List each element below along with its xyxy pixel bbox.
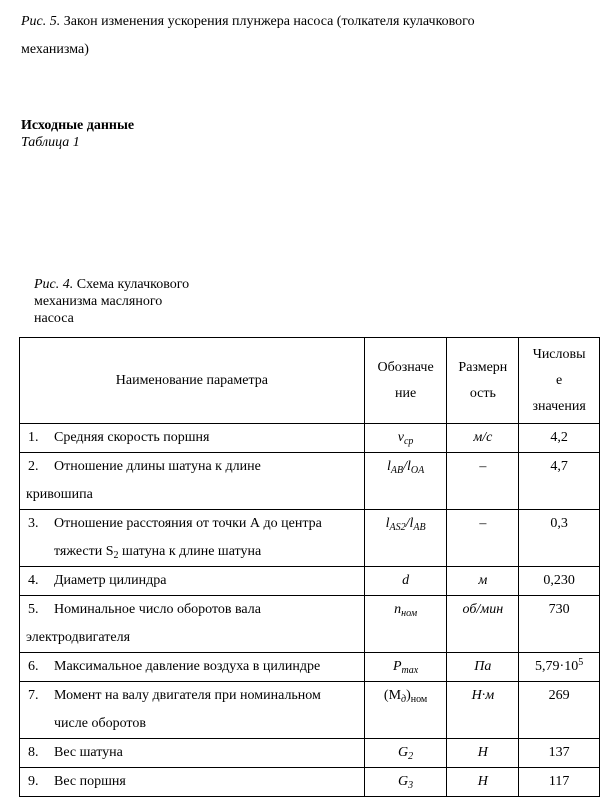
row-symbol: $G_2$ xyxy=(364,739,447,768)
row-name: 5. Номинальное число оборотов вала электродвигателя xyxy=(20,596,365,653)
table-row xyxy=(20,424,600,453)
figure-4-line1: Схема кулачкового xyxy=(76,277,190,292)
table-header-row xyxy=(20,338,600,424)
row-name: 3. Отношение расстояния от точки А до центра тяжести $S_2$ шатуна к длине шатуна xyxy=(20,510,365,567)
row-name: 6. Максимальное давление воздуха в цилиндре xyxy=(20,653,365,682)
row-symbol: $P_{max}$ xyxy=(364,653,447,682)
table-row xyxy=(20,768,600,797)
row-value: 117 xyxy=(519,768,600,797)
row-value: 137 xyxy=(519,739,600,768)
table-row xyxy=(20,653,600,682)
row-value: 0,3 xyxy=(519,510,600,567)
table-label: Таблица 1 xyxy=(21,135,80,150)
row-unit: м xyxy=(447,567,519,596)
header-name: Наименование параметра xyxy=(20,338,365,424)
section-title: Исходные данные xyxy=(21,118,135,133)
row-symbol: $(М_д)_{ном}$ xyxy=(364,682,447,739)
row-name: 9. Вес поршня xyxy=(20,768,365,797)
table-row xyxy=(20,739,600,768)
table-row xyxy=(20,567,600,596)
figure-4-caption xyxy=(34,276,234,327)
row-symbol: $G_3$ xyxy=(364,768,447,797)
figure-5-label: Рис. 5. xyxy=(21,14,61,29)
table-row xyxy=(20,510,600,567)
table-row xyxy=(20,453,600,510)
figure-5-caption-line1: Закон изменения ускорения плунжера насоса (толкателя кулачкового xyxy=(63,14,475,29)
row-unit: Па xyxy=(447,653,519,682)
row-name: 2. Отношение длины шатуна к длине кривошипа xyxy=(20,453,365,510)
table-row xyxy=(20,682,600,739)
figure-5-caption xyxy=(21,8,591,64)
row-symbol: $v_{ср}$ xyxy=(364,424,447,453)
row-name: 4. Диаметр цилиндра xyxy=(20,567,365,596)
row-symbol: $l_{AB}/l_{OA}$ xyxy=(364,453,447,510)
row-value: 0,230 xyxy=(519,567,600,596)
row-unit: Н xyxy=(447,768,519,797)
row-unit: Н xyxy=(447,739,519,768)
row-symbol: $l_{AS2}/l_{AB}$ xyxy=(364,510,447,567)
row-name: 7. Момент на валу двигателя при номинальном числе оборотов xyxy=(20,682,365,739)
row-name: 8. Вес шатуна xyxy=(20,739,365,768)
row-unit: – xyxy=(447,453,519,510)
row-unit: м/с xyxy=(447,424,519,453)
table-row xyxy=(20,596,600,653)
row-value: $5,79\cdot 10^5$ xyxy=(519,653,600,682)
figure-5-caption-line2: механизма) xyxy=(21,42,89,57)
header-unit: Размерн ость xyxy=(447,338,519,424)
row-symbol: d xyxy=(364,567,447,596)
row-name: 1. Средняя скорость поршня xyxy=(20,424,365,453)
row-symbol: $n_{ном}$ xyxy=(364,596,447,653)
row-value: 4,7 xyxy=(519,453,600,510)
header-symbol: Обозначе ние xyxy=(364,338,447,424)
figure-4-line3: насоса xyxy=(34,311,74,326)
row-unit: – xyxy=(447,510,519,567)
row-unit: Н·м xyxy=(447,682,519,739)
figure-4-label: Рис. 4. xyxy=(34,277,74,292)
header-value: Числовы е значения xyxy=(519,338,600,424)
row-value: 730 xyxy=(519,596,600,653)
row-value: 269 xyxy=(519,682,600,739)
figure-4-line2: механизма масляного xyxy=(34,294,163,309)
row-unit: об/мин xyxy=(447,596,519,653)
parameters-table xyxy=(19,337,600,797)
row-value: 4,2 xyxy=(519,424,600,453)
